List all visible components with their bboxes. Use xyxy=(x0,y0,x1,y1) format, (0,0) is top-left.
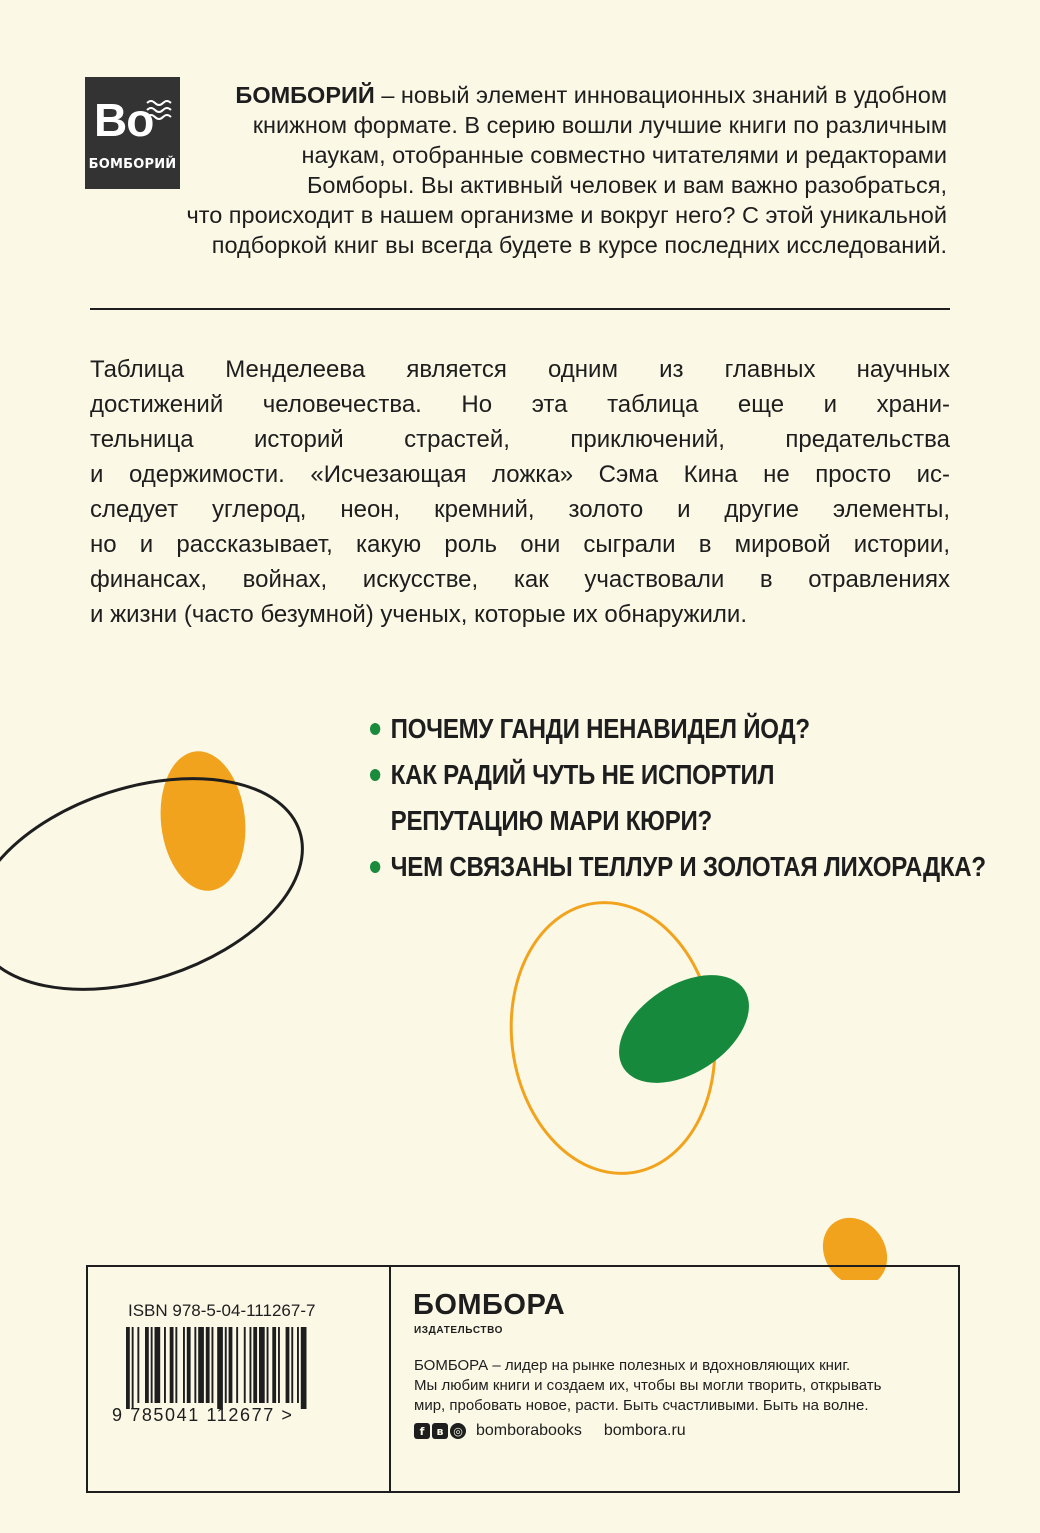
description-line: тельница историй страстей, приключений, предательства xyxy=(90,426,950,453)
barcode-bar xyxy=(225,1327,227,1403)
barcode-bar xyxy=(259,1327,265,1403)
black-orbit xyxy=(0,740,329,1028)
barcode-bar xyxy=(145,1327,149,1403)
description-line: достижений человечества. Но эта таблица еще и храни- xyxy=(90,391,950,418)
barcode-bar xyxy=(194,1327,196,1403)
barcode-bar xyxy=(170,1327,174,1403)
barcode-bar xyxy=(291,1327,293,1403)
social-handle[interactable]: bomborabooks xyxy=(476,1422,582,1439)
question-item xyxy=(370,844,986,890)
series-line xyxy=(92,80,947,110)
question-item xyxy=(370,706,886,752)
description-line: и одержимости. «Исчезающая ложка» Сэма Кина не просто ис- xyxy=(90,461,950,488)
description-line: и жизни (часто безумной) ученых, которые их обнаружили. xyxy=(90,601,747,628)
barcode-bar xyxy=(132,1327,134,1409)
divider xyxy=(90,308,950,310)
series-description xyxy=(92,80,947,260)
series-line: подборкой книг вы всегда будете в курсе последних исследований. xyxy=(211,232,947,258)
question-text: КАК РАДИЙ ЧУТЬ НЕ ИСПОРТИЛ xyxy=(390,759,775,790)
publisher-name: БОМБОРА xyxy=(413,1289,566,1321)
orange-ellipse xyxy=(154,747,252,895)
social-links xyxy=(414,1422,686,1440)
series-line: Бомборы. Вы активный человек и вам важно разобраться, xyxy=(307,172,947,198)
barcode-bar xyxy=(164,1327,166,1403)
instagram-icon[interactable]: ◎ xyxy=(450,1423,466,1439)
barcode xyxy=(126,1327,358,1409)
description-line: Таблица Менделеева является одним из главных научных xyxy=(90,356,950,383)
description-line: но и рассказывает, какую роль они сыграли в мировой истории, xyxy=(90,531,950,558)
vk-icon[interactable]: в xyxy=(432,1423,448,1439)
barcode-bar xyxy=(301,1327,307,1409)
barcode-bar xyxy=(217,1327,223,1409)
barcode-bar xyxy=(229,1327,233,1403)
question-text: ПОЧЕМУ ГАНДИ НЕНАВИДЕЛ ЙОД? xyxy=(390,713,810,744)
barcode-bar xyxy=(151,1327,153,1403)
facebook-icon[interactable]: f xyxy=(414,1423,430,1439)
barcode-bar xyxy=(126,1327,130,1409)
series-line: что происходит в нашем организме и вокруг него? С этой уникальной xyxy=(186,202,947,228)
publisher-box xyxy=(86,1265,960,1493)
barcode-bar xyxy=(267,1327,269,1403)
website-link[interactable]: bombora.ru xyxy=(603,1422,686,1439)
description-line: следует углерод, неон, кремний, золото и другие элементы, xyxy=(90,496,950,523)
publisher-line: БОМБОРА – лидер на рынке полезных и вдохновляющих книг. xyxy=(414,1357,851,1374)
bullet-icon xyxy=(370,861,380,873)
barcode-bar xyxy=(206,1327,210,1403)
publisher-subtitle: ИЗДАТЕЛЬСТВО xyxy=(414,1325,504,1336)
barcode-bar xyxy=(187,1327,191,1403)
series-line: наукам, отобранные совместно читателями и редакторами xyxy=(301,142,947,168)
series-line-text: – новый элемент инновационных знаний в удобном xyxy=(374,82,947,108)
barcode-bar xyxy=(155,1327,161,1403)
barcode-bar xyxy=(212,1327,214,1403)
series-logo-mark: Bo xyxy=(94,94,154,146)
barcode-bar xyxy=(137,1327,139,1403)
publisher-description xyxy=(414,1356,954,1416)
publisher-line: Мы любим книги и создаем их, чтобы вы могли творить, открывать xyxy=(414,1377,882,1394)
question-item xyxy=(370,752,886,844)
barcode-bar xyxy=(250,1327,252,1403)
barcode-bar xyxy=(286,1327,290,1403)
barcode-bar xyxy=(236,1327,238,1403)
bullet-icon xyxy=(370,723,380,735)
barcode-digits: 9 785041 112677 > xyxy=(112,1405,294,1425)
barcode-bar xyxy=(297,1327,299,1403)
barcode-bar xyxy=(175,1327,177,1403)
question-text-continued: РЕПУТАЦИЮ МАРИ КЮРИ? xyxy=(390,805,713,836)
barcode-bar xyxy=(272,1327,276,1403)
barcode-bar xyxy=(244,1327,246,1403)
box-divider xyxy=(389,1267,391,1491)
barcode-bar xyxy=(278,1327,280,1403)
series-name: БОМБОРИЙ xyxy=(235,82,375,108)
bullet-icon xyxy=(370,769,380,781)
series-logo-name: БОМБОРИЙ xyxy=(88,157,177,172)
description-line: финансах, войнах, искусстве, как участвовали в отравлениях xyxy=(90,566,950,593)
question-text: ЧЕМ СВЯЗАНЫ ТЕЛЛУР И ЗОЛОТАЯ ЛИХОРАДКА? xyxy=(390,851,986,882)
barcode-bar xyxy=(253,1327,257,1403)
series-line: книжном формате. В серию вошли лучшие книги по различным xyxy=(252,112,947,138)
green-ellipse xyxy=(600,953,769,1105)
barcode-bar xyxy=(198,1327,204,1403)
questions-list xyxy=(370,706,986,890)
book-description xyxy=(90,352,950,632)
publisher-line: мир, пробовать новое, расти. Быть счастливыми. Быть на волне. xyxy=(414,1397,869,1414)
isbn: ISBN 978-5-04-111267-7 xyxy=(128,1301,316,1320)
barcode-bar xyxy=(183,1327,185,1403)
